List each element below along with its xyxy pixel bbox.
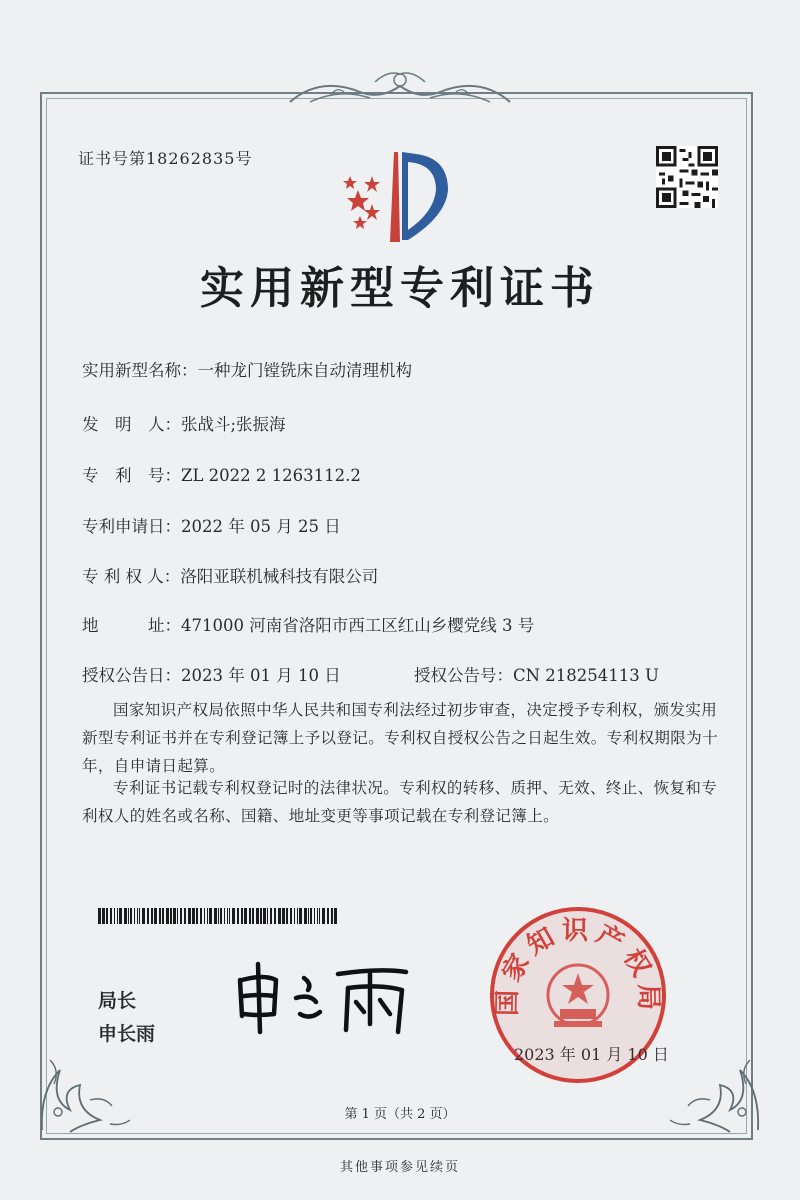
field-label: 专 利 号： [82,466,181,485]
field-label: 发 明 人： [82,415,181,434]
top-ornament [280,66,520,112]
field-value: CN 218254113 U [513,666,659,685]
handwritten-signature [230,958,420,1038]
field-patentee [82,563,378,587]
field-label: 授权公告日： [82,666,181,685]
field-value: 洛阳亚联机械科技有限公司 [180,567,379,586]
field-grant-date [82,662,341,686]
field-label: 地 址： [82,616,181,635]
field-value: 2023 年 01 月 10 日 [181,666,341,685]
field-value: 471000 河南省洛阳市西工区红山乡樱党线 3 号 [181,616,535,635]
field-value: 2022 年 05 月 25 日 [181,517,341,536]
field-value: ZL 2022 2 1263112.2 [181,466,361,485]
certificate-number: 证书号第18262835号 [78,149,253,168]
field-label: 专利申请日： [82,517,181,536]
patent-office-logo-icon [336,146,466,246]
barcode-icon [98,908,340,924]
field-utility-model-name [82,357,412,381]
field-value: 张战斗;张振海 [181,415,286,434]
footer-note: 其他事项参见续页 [339,1160,460,1175]
field-value: 一种龙门镗铣床自动清理机构 [197,361,412,380]
field-label: 授权公告号： [414,666,513,685]
field-label: 专 利 权 人： [82,567,181,586]
qr-code-icon [656,146,718,208]
field-filing-date [82,513,341,537]
seal-date: 2023 年 01 月 10 日 [514,1045,669,1064]
field-patent-number [82,462,361,486]
page-number: 第 1 页（共 2 页） [344,1107,456,1122]
field-label: 实用新型名称： [82,361,198,380]
field-address [82,612,534,636]
paragraph-legal-status: 专利证书记载专利权登记时的法律状况。专利权的转移、质押、无效、终止、恢复和专利权人的姓名或名称、国籍、地址变更等事项记载在专利登记簿上。 [82,779,718,825]
signatory-name: 申长雨 [98,1023,156,1045]
field-grant-number [414,662,659,686]
seal-text: 国家知识产权局 [492,916,664,1017]
paragraph-grant-statement: 国家知识产权局依照中华人民共和国专利法经过初步审查，决定授予专利权，颁发实用新型专利证书并在专利登记簿上予以登记。专利权自授权公告之日起生效。专利权期限为十年，自申请日起算。 [82,701,719,775]
field-inventor [82,411,286,435]
certificate-title: 实用新型专利证书 [200,263,600,314]
bottom-left-ornament [30,1030,150,1140]
signatory-title: 局长 [98,990,137,1012]
